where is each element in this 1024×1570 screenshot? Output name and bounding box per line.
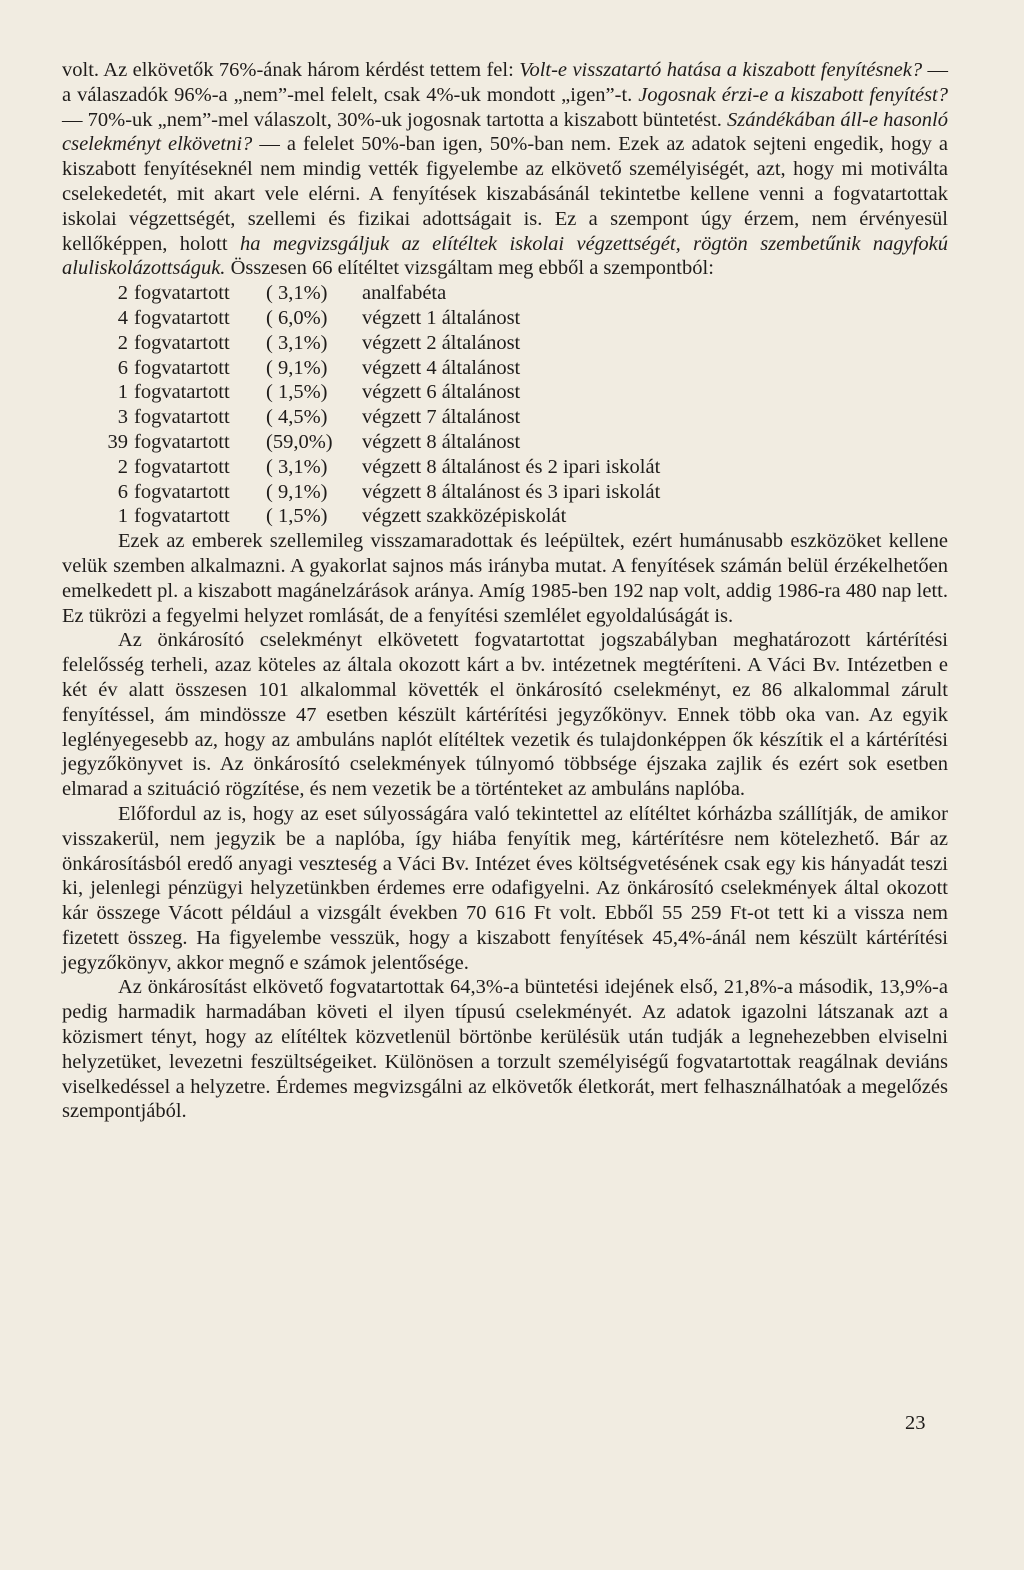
text-run: volt. Az elkövetők 76%-ának három kérdést tettem fel: xyxy=(62,59,520,81)
list-item xyxy=(62,380,948,405)
text-run: Az önkárosítást elkövető fogvatartottak 64,3%-a büntetési idejének első, 21,8%-a második, 13,9%-a pedig harmadik harmadában követi el ilyen típusú cselekményét. Az adatok igazolni látszanak azt a közismert tényt, hogy az elítéltek közvetlenül börtönbe kerülésük után tudják a legnehezebben elviselni helyzetüket, levezetni feszültségeiket. Különösen a torzult személyiségű fogvatartottak reagálnak deviáns viselkedéssel a helyzetre. Érdemes megvizsgálni az elkövetők életkorát, mert felhasználhatóak a megelőzés szempontjából. xyxy=(62,976,948,1123)
list-count: 6 xyxy=(117,356,128,379)
italic-text: Jogosnak érzi-e a kiszabott fenyítést? xyxy=(638,83,948,106)
text-run: Ezek az emberek szellemileg visszamaradottak és leépültek, ezért humánusabb eszközöket kellene velük szemben alkalmazni. A gyakorlat sajnos más irányba mutat. A fenyítések számán belül érzékelhetően emelkedett pl. a kiszabott magánelzárások aránya. Amíg 1985-ben 192 nap volt, addig 1986-ra 480 nap lett. Ez tükrözi a fegyelmi helyzet romlását, de a fenyítési szemlélet egyoldalúságát is. xyxy=(62,530,948,627)
list-percent: (59,0%) xyxy=(266,430,333,453)
text-run: — 70%-uk „nem”-mel válaszolt, 30%-uk jogosnak tartotta a kiszabott büntetést. xyxy=(62,108,728,131)
list-label: fogvatartott xyxy=(134,282,230,305)
list-percent: ( 3,1%) xyxy=(266,331,328,354)
paragraph xyxy=(62,58,948,281)
list-label: fogvatartott xyxy=(134,455,230,478)
list-label: fogvatartott xyxy=(134,356,230,379)
list-label: fogvatartott xyxy=(134,306,230,329)
paragraph xyxy=(62,975,948,1124)
paragraph xyxy=(62,802,948,976)
list-description: végzett 8 általánost és 3 ipari iskolát xyxy=(362,480,661,503)
text-run: — a felelet 50%-ban igen, 50%-ban nem. Ezek az adatok sejteni engedik, hogy a kiszabott fenyítéseknél nem mindig vették figyelembe az elkövető személyiségét, azt, hogy mi motiválta cselekedetét, mit akart vele elérni. A fenyítések kiszabásánál tekintetbe kellene venni a fogvatartottak iskolai végzettségét, szellemi és fizikai adottságait is. Ez a szempont úgy érzem, nem érvényesül kellőképpen, holott xyxy=(62,133,949,255)
list-count: 1 xyxy=(117,381,128,404)
list-item xyxy=(62,356,948,381)
list-count: 2 xyxy=(117,455,128,478)
page-number: 23 xyxy=(905,1412,926,1434)
list-description: végzett szakközépiskolát xyxy=(362,505,567,528)
list-percent: ( 4,5%) xyxy=(266,406,328,429)
list-count: 6 xyxy=(117,480,128,503)
text-run: Az önkárosító cselekményt elkövetett fogvatartottat jogszabályban meghatározott kártérítési felelősség terheli, azaz köteles az általa okozott kárt a bv. intézetnek megtéríteni. A Váci Bv. Intézetben e két év alatt összesen 101 alkalommal követték el önkárosító cselekményt, ez 86 alkalommal zárult fenyítéssel, ám mindössze 47 esetben készült kártérítési jegyzőkönyv. Ennek több oka van. Az egyik leglényegesebb az, hogy az ambuláns naplót elítéltek vezetik és tulajdonképpen ők készítik el a kártérítési jegyzőkönyvet is. Az önkárosító cselekmények túlnyomó többsége éjszaka zajlik és ezért sok esetben elmarad a szituáció rögzítése, és nem vezetik be a történteket az ambuláns naplóba. xyxy=(62,629,948,801)
list-description: végzett 6 általánost xyxy=(362,381,521,404)
text-run: Előfordul az is, hogy az eset súlyosságára való tekintettel az elítéltet kórházba szállítják, de amikor visszakerül, nem jegyzik be a naplóba, így hiába fenyítik meg, kártérítésre nem kötelezhető. Bár az önkárosításból eredő anyagi veszteség a Váci Bv. Intézet éves költségvetésének csak egy kis hányadát teszi ki, jelenlegi pénzügyi helyzetünkben érdemes erre odafigyelni. Az önkárosító cselekmények által okozott kár összege Vácott például a vizsgált években 70 616 Ft volt. Ebből 55 259 Ft-ot tett ki a vissza nem fizetett összeg. Ha figyelembe vesszük, hogy a kiszabott fenyítések 45,4%-ánál nem készült kártérítési jegyzőkönyv, akkor megnő e számok jelentősége. xyxy=(62,802,948,974)
italic-text: Volt-e visszatartó hatása a kiszabott fenyítésnek? xyxy=(519,59,923,81)
italic-text: Szándékában áll-e hasonló cselekményt elkövetni? xyxy=(62,108,948,156)
text-block-bottom xyxy=(62,529,948,1124)
list-count: 2 xyxy=(117,282,128,305)
list-item xyxy=(62,281,948,306)
list-label: fogvatartott xyxy=(134,505,230,528)
text-run: — a válaszadók 96%-a „nem”-mel felelt, csak 4%-uk mondott „igen”-t. xyxy=(62,59,949,106)
list-count: 39 xyxy=(107,430,128,453)
list-percent: ( 3,1%) xyxy=(266,455,328,478)
list-percent: ( 3,1%) xyxy=(266,282,328,305)
list-label: fogvatartott xyxy=(134,331,230,354)
list-item xyxy=(62,306,948,331)
italic-text: ha megvizsgáljuk az elítéltek iskolai végzettségét, rögtön szembetűnik nagyfokú aluliskolázottságuk. xyxy=(62,232,948,280)
list-count: 2 xyxy=(117,331,128,354)
list-label: fogvatartott xyxy=(134,406,230,429)
list-item xyxy=(62,504,948,529)
list-item xyxy=(62,480,948,505)
list-percent: ( 1,5%) xyxy=(266,505,328,528)
list-percent: ( 9,1%) xyxy=(266,356,328,379)
list-count: 1 xyxy=(117,505,128,528)
list-percent: ( 9,1%) xyxy=(266,480,328,503)
list-description: végzett 8 általánost és 2 ipari iskolát xyxy=(362,455,661,478)
list-item xyxy=(62,430,948,455)
list-label: fogvatartott xyxy=(134,430,230,453)
text-block-top xyxy=(62,58,948,281)
list-item xyxy=(62,331,948,356)
list-label: fogvatartott xyxy=(134,480,230,503)
paragraph xyxy=(62,529,948,628)
list-count: 3 xyxy=(117,406,128,429)
list-item xyxy=(62,405,948,430)
education-list xyxy=(62,281,948,529)
list-description: végzett 7 általánost xyxy=(362,406,521,429)
list-percent: ( 1,5%) xyxy=(266,381,328,404)
text-run: Összesen 66 elítéltet vizsgáltam meg ebből a szempontból: xyxy=(225,257,714,280)
list-percent: ( 6,0%) xyxy=(266,306,328,329)
list-label: fogvatartott xyxy=(134,381,230,404)
paragraph xyxy=(62,628,948,802)
list-description: végzett 1 általánost xyxy=(362,306,521,329)
list-item xyxy=(62,455,948,480)
list-description: analfabéta xyxy=(362,282,447,305)
list-description: végzett 4 általánost xyxy=(362,356,521,379)
list-description: végzett 2 általánost xyxy=(362,331,521,354)
page-body xyxy=(62,58,948,1124)
list-count: 4 xyxy=(117,306,128,329)
list-description: végzett 8 általánost xyxy=(362,430,521,453)
